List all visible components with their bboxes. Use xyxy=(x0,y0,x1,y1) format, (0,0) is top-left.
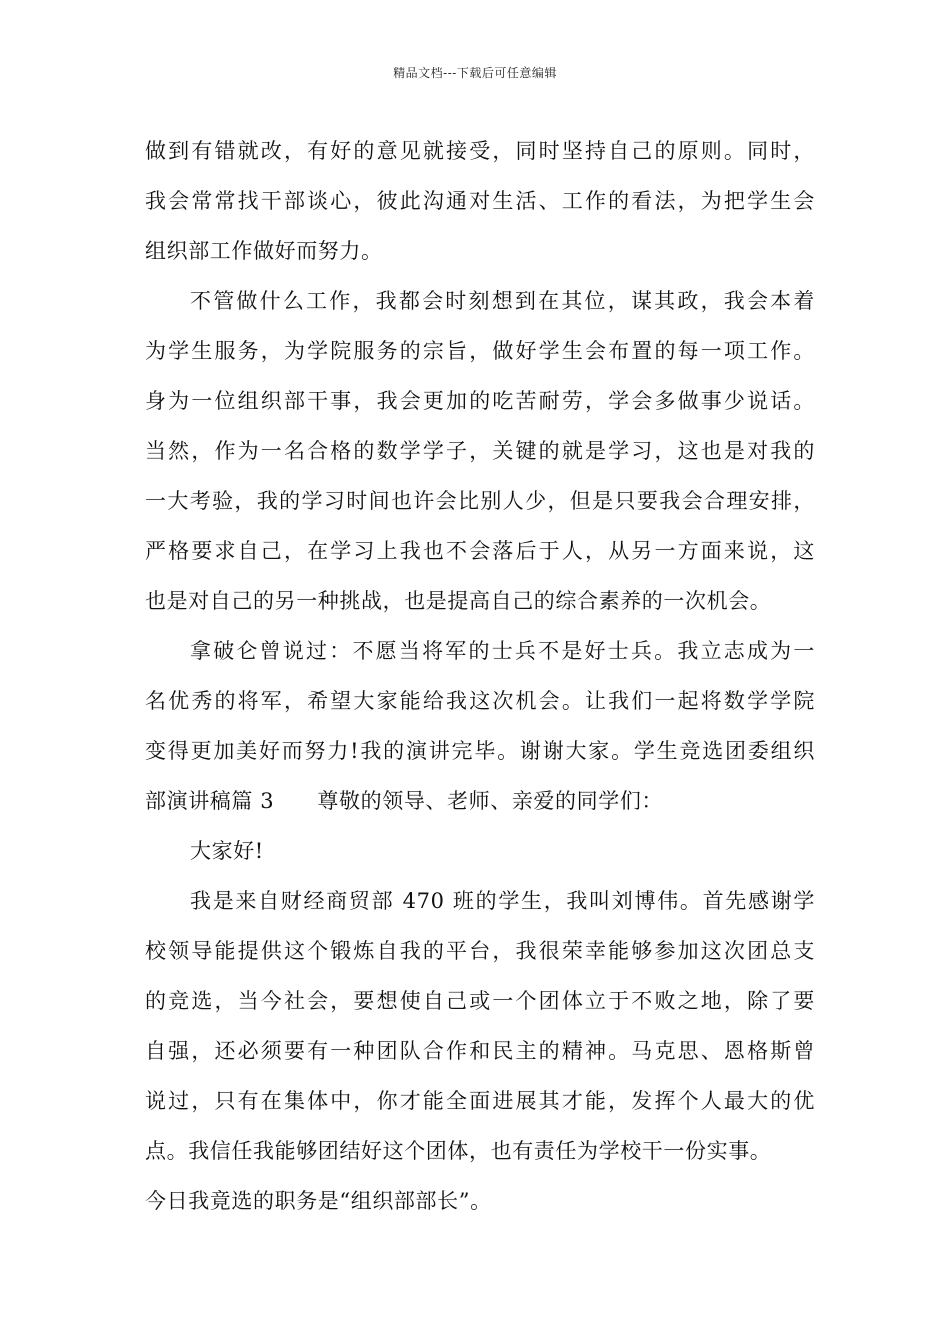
page-header: 精品文档---下载后可任意编辑 xyxy=(393,66,557,80)
text-line: 组织部工作做好而努力。 xyxy=(145,239,383,263)
text-line: 一大考验，我的学习时间也许会比别人少，但是只要我会合理安排， xyxy=(145,489,815,513)
text-line: 今日我竟选的职务是“组织部部长”。 xyxy=(145,1189,492,1213)
text-line: 名优秀的将军，希望大家能给我这次机会。让我们一起将数学学院 xyxy=(145,689,815,713)
text-line: 校领导能提供这个锻炼自我的平台，我很荣幸能够参加这次团总支 xyxy=(145,939,815,963)
text-line: 做到有错就改，有好的意见就接受，同时坚持自己的原则。同时， xyxy=(145,139,815,163)
document-body xyxy=(145,126,815,1226)
paragraph-start-line: 拿破仑曾说过：不愿当将军的士兵不是好士兵。我立志成为一 xyxy=(190,639,815,663)
text-line: 身为一位组织部干事，我会更加的吃苦耐劳，学会多做事少说话。 xyxy=(145,389,815,413)
text-line: 我会常常找干部谈心，彼此沟通对生活、工作的看法，为把学生会 xyxy=(145,189,815,213)
greeting-line: 大家好! xyxy=(190,839,264,863)
text-line: 为学生服务，为学院服务的宗旨，做好学生会布置的每一项工作。 xyxy=(145,339,815,363)
paragraph-start-line: 不管做什么工作，我都会时刻想到在其位，谋其政，我会本着 xyxy=(190,289,815,313)
paragraph-start-line: 我是来自财经商贸部 470 班的学生，我叫刘博伟。首先感谢学 xyxy=(190,889,815,913)
text-line: 也是对自己的另一种挑战，也是提高自己的综合素养的一次机会。 xyxy=(145,589,772,613)
text-line: 当然，作为一名合格的数学学子，关键的就是学习，这也是对我的 xyxy=(145,439,815,463)
text-line: 说过，只有在集体中，你才能全面进展其才能，发挥个人最大的优 xyxy=(145,1089,815,1113)
text-line: 变得更加美好而努力!我的演讲完毕。谢谢大家。学生竞选团委组织 xyxy=(145,739,815,763)
text-line: 点。我信任我能够团结好这个团体，也有责任为学校干一份实事。 xyxy=(145,1139,772,1163)
text-line: 部演讲稿篇 3 尊敬的领导、老师、亲爱的同学们： xyxy=(145,789,664,813)
text-line: 的竞选，当今社会，要想使自己或一个团体立于不败之地，除了要 xyxy=(145,989,815,1013)
text-line: 自强，还必须要有一种团队合作和民主的精神。马克思、恩格斯曾 xyxy=(145,1039,815,1063)
text-line: 严格要求自己，在学习上我也不会落后于人，从另一方面来说，这 xyxy=(145,539,815,563)
